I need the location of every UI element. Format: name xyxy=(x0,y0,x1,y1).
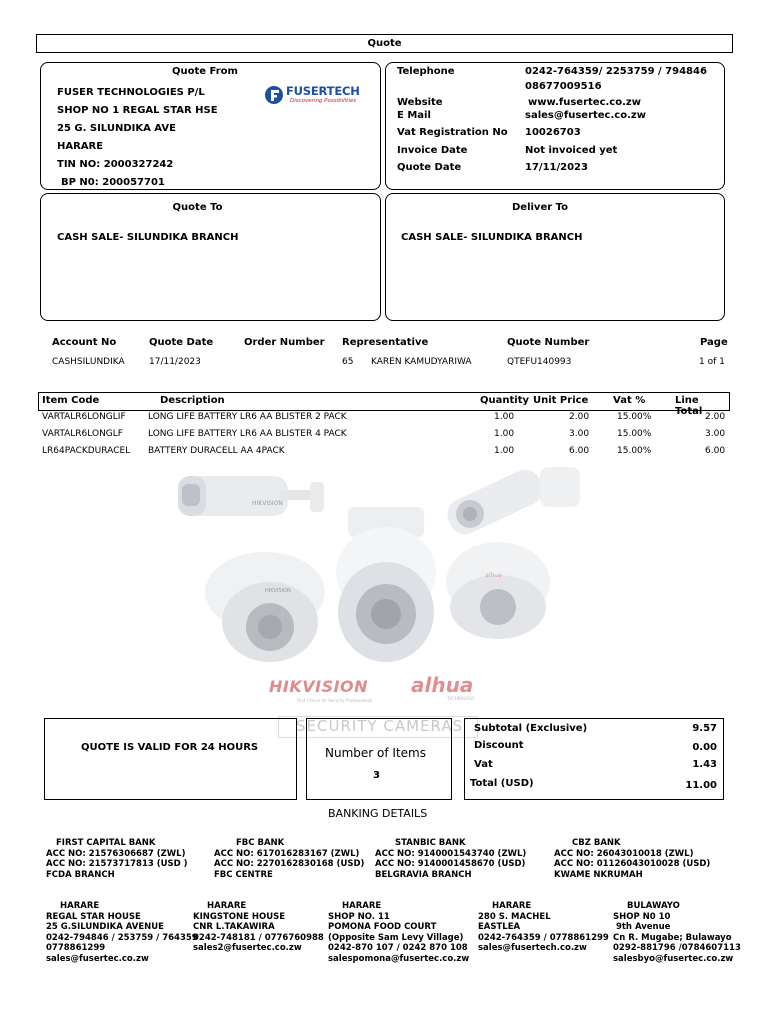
security-cameras-caption: SECURITY CAMERAS xyxy=(296,717,464,735)
quote-from-line: HARARE xyxy=(57,141,104,152)
invoice-date-value: Not invoiced yet xyxy=(525,145,618,156)
camera-brand-label: HIKVISION xyxy=(265,588,291,594)
rep-code-value: 65 xyxy=(342,357,354,367)
bank-line: ACC NO: 26043010018 (ZWL) xyxy=(554,848,694,859)
vat-reg-value: 10026703 xyxy=(525,127,581,138)
bank-line: FBC CENTRE xyxy=(214,869,273,880)
line-total-header: Line Total xyxy=(675,395,703,417)
item-code-cell: VARTALR6LONGLF xyxy=(42,429,123,439)
branch-line: EASTLEA xyxy=(478,922,521,932)
bank-name: FBC BANK xyxy=(236,838,285,848)
vat-value: 1.43 xyxy=(692,759,717,770)
vat-cell: 15.00% xyxy=(617,429,652,439)
hikvision-logo: HIKVISION xyxy=(269,677,369,696)
quote-to-value: CASH SALE- SILUNDIKA BRANCH xyxy=(57,232,239,243)
bank-name: CBZ BANK xyxy=(572,838,621,848)
branch-line: sales@fusertec.co.zw xyxy=(46,953,149,964)
quote-date-value: 17/11/2023 xyxy=(525,162,588,173)
bank-cbz xyxy=(554,838,710,880)
description-header: Description xyxy=(160,395,225,406)
quantity-cell: 1.00 xyxy=(494,412,515,422)
discount-value: 0.00 xyxy=(692,742,717,753)
logo-tagline: Discovering Possibilities xyxy=(290,98,357,104)
branch-line: CNR L.TAKAWIRA xyxy=(193,922,275,932)
bank-line: BELGRAVIA BRANCH xyxy=(375,869,472,880)
totals-box xyxy=(464,718,724,800)
branch-line: 9th Avenue xyxy=(613,922,671,932)
branch-line: Cn R. Mugabe; Bulawayo xyxy=(613,932,732,943)
branch-line: 0242-794846 / 253759 / 764359 xyxy=(46,932,198,943)
security-cameras-watermark xyxy=(170,462,600,712)
page-title: Quote xyxy=(367,38,402,49)
items-count-label: Number of Items xyxy=(325,746,426,760)
branch-line: 0242-764359 / 0778861299 xyxy=(478,932,609,943)
website-label: Website xyxy=(397,97,443,108)
vat-label: Vat xyxy=(474,759,493,770)
vat-reg-label: Vat Registration No xyxy=(397,127,508,138)
dahua-tagline: TECHNOLOGY xyxy=(447,696,475,701)
item-code-header: Item Code xyxy=(42,395,100,406)
bank-first-capital xyxy=(46,838,188,880)
representative-value: KAREN KAMUDYARIWA xyxy=(371,357,472,367)
unit-price-cell: 3.00 xyxy=(569,429,590,439)
validity-text: QUOTE IS VALID FOR 24 HOURS xyxy=(81,742,259,753)
camera-brand-label: alhua xyxy=(485,572,502,579)
quote-to-heading: Quote To xyxy=(172,202,223,213)
table-row xyxy=(40,446,730,463)
banking-heading: BANKING DETAILS xyxy=(328,807,428,820)
email-label: E Mail xyxy=(397,110,431,121)
unit-price-header: Unit Price xyxy=(533,395,589,406)
telephone-value: 0242-764359/ 2253759 / 794846 xyxy=(525,66,707,77)
bank-fbc xyxy=(214,838,364,880)
bank-name: STANBIC BANK xyxy=(395,838,466,848)
page-value: 1 of 1 xyxy=(699,357,725,367)
camera-brand-label: HIKVISION xyxy=(252,500,283,507)
bank-name: FIRST CAPITAL BANK xyxy=(56,838,156,848)
table-row xyxy=(40,412,730,429)
account-no-value: CASHSILUNDIKA xyxy=(52,357,125,367)
deliver-to-value: CASH SALE- SILUNDIKA BRANCH xyxy=(401,232,583,243)
branch-line: 0778861299 xyxy=(46,943,106,953)
branch-line: SHOP NO. 11 xyxy=(328,911,390,922)
vat-cell: 15.00% xyxy=(617,412,652,422)
description-cell: BATTERY DURACELL AA 4PACK xyxy=(148,446,285,456)
total-label: Total (USD) xyxy=(470,778,534,789)
bank-line: ACC NO: 9140001458670 (USD) xyxy=(375,859,526,869)
dahua-logo: alhua xyxy=(411,673,474,697)
fusertech-logo xyxy=(264,83,364,111)
quote-from-heading: Quote From xyxy=(172,66,238,77)
branch-line: REGAL STAR HOUSE xyxy=(46,911,141,922)
branch-line: 0292-881796 /0784607113 xyxy=(613,943,741,953)
vat-header: Vat % xyxy=(613,395,646,406)
branch-line: 0242-748181 / 0776760988 xyxy=(193,932,324,943)
items-count-value: 3 xyxy=(373,770,380,781)
branch-regal-star xyxy=(46,901,198,964)
bank-line: ACC NO: 2270162830168 (USD) xyxy=(214,859,365,869)
table-row xyxy=(40,429,730,446)
bank-line: ACC NO: 617016283167 (ZWL) xyxy=(214,848,360,859)
description-cell: LONG LIFE BATTERY LR6 AA BLISTER 4 PACK xyxy=(148,429,347,439)
description-cell: LONG LIFE BATTERY LR6 AA BLISTER 2 PACK xyxy=(148,412,347,422)
fusertech-logo-icon xyxy=(264,85,284,105)
branch-kingstone xyxy=(193,901,324,954)
branch-line: (Opposite Sam Levy Village) xyxy=(328,932,464,943)
item-code-cell: LR64PACKDURACEL xyxy=(42,446,131,456)
bank-line: ACC NO: 01126043010028 (USD) xyxy=(554,859,711,869)
subtotal-label: Subtotal (Exclusive) xyxy=(474,723,588,734)
branch-city: HARARE xyxy=(342,901,382,911)
email-value: sales@fusertec.co.zw xyxy=(525,110,646,121)
branch-city: HARARE xyxy=(207,901,247,911)
bank-line: ACC NO: 21576306687 (ZWL) xyxy=(46,848,186,859)
line-total-cell: 6.00 xyxy=(705,446,726,456)
quote-from-line: TIN NO: 2000327242 xyxy=(57,159,174,170)
deliver-to-heading: Deliver To xyxy=(511,202,568,213)
branch-bulawayo xyxy=(613,901,741,964)
representative-header: Representative xyxy=(342,337,429,348)
branch-eastlea xyxy=(478,901,609,954)
quote-from-line: FUSER TECHNOLOGIES P/L xyxy=(57,87,205,98)
invoice-date-label: Invoice Date xyxy=(397,145,468,156)
quantity-cell: 1.00 xyxy=(494,446,515,456)
branch-line: SHOP N0 10 xyxy=(613,911,671,922)
order-number-header: Order Number xyxy=(244,337,325,348)
unit-price-cell: 6.00 xyxy=(569,446,590,456)
bank-line: ACC NO: 21573717813 (USD ) xyxy=(46,859,188,869)
branch-line: salespomona@fusertec.co.zw xyxy=(328,953,470,964)
quantity-cell: 1.00 xyxy=(494,429,515,439)
branch-line: sales@fusertech.co.zw xyxy=(478,943,587,953)
info-quote-date-value: 17/11/2023 xyxy=(149,357,201,367)
branch-line: sales2@fusertec.co.zw xyxy=(193,943,302,953)
quote-from-line: BP N0: 200057701 xyxy=(61,177,165,188)
bank-line: KWAME NKRUMAH xyxy=(554,869,643,880)
branch-line: salesbyo@fusertec.co.zw xyxy=(613,953,734,964)
telephone-label: Telephone xyxy=(397,66,455,77)
branch-line: 25 G.SILUNDIKA AVENUE xyxy=(46,922,164,932)
branch-line: 280 S. MACHEL xyxy=(478,911,551,922)
security-cameras-image xyxy=(170,462,600,712)
branch-line: POMONA FOOD COURT xyxy=(328,922,437,932)
website-value: www.fusertec.co.zw xyxy=(528,97,641,108)
quote-number-value: QTEFU140993 xyxy=(507,357,572,367)
branch-city: HARARE xyxy=(60,901,100,911)
subtotal-value: 9.57 xyxy=(692,723,717,734)
bank-line: FCDA BRANCH xyxy=(46,869,115,880)
items-count-box xyxy=(306,718,452,800)
discount-label: Discount xyxy=(474,740,524,751)
quote-date-label: Quote Date xyxy=(397,162,462,173)
branch-pomona xyxy=(328,901,469,964)
quote-from-line: SHOP NO 1 REGAL STAR HSE xyxy=(57,105,218,116)
title-bar xyxy=(36,34,733,53)
page-header: Page xyxy=(700,337,728,348)
total-value: 11.00 xyxy=(685,780,717,791)
bank-stanbic xyxy=(375,838,526,880)
quantity-header: Quantity xyxy=(480,395,529,406)
branch-line: 0242-870 107 / 0242 870 108 xyxy=(328,943,468,953)
account-no-header: Account No xyxy=(52,337,117,348)
vat-cell: 15.00% xyxy=(617,446,652,456)
logo-name: FUSERTECH xyxy=(286,84,360,98)
item-code-cell: VARTALR6LONGLIF xyxy=(42,412,126,422)
branch-city: BULAWAYO xyxy=(627,901,680,911)
branch-city: HARARE xyxy=(492,901,532,911)
validity-box xyxy=(44,718,297,800)
telephone-value-2: 08677009516 xyxy=(525,81,602,92)
unit-price-cell: 2.00 xyxy=(569,412,590,422)
quote-number-header: Quote Number xyxy=(507,337,590,348)
line-total-cell: 3.00 xyxy=(705,429,726,439)
bank-line: ACC NO: 9140001543740 (ZWL) xyxy=(375,848,527,859)
branch-line: KINGSTONE HOUSE xyxy=(193,911,286,922)
quote-date-header: Quote Date xyxy=(149,337,214,348)
line-total-cell: 2.00 xyxy=(705,412,726,422)
hikvision-tagline: First Choice for Security Professionals xyxy=(297,698,373,703)
quote-from-line: 25 G. SILUNDIKA AVE xyxy=(57,123,176,134)
